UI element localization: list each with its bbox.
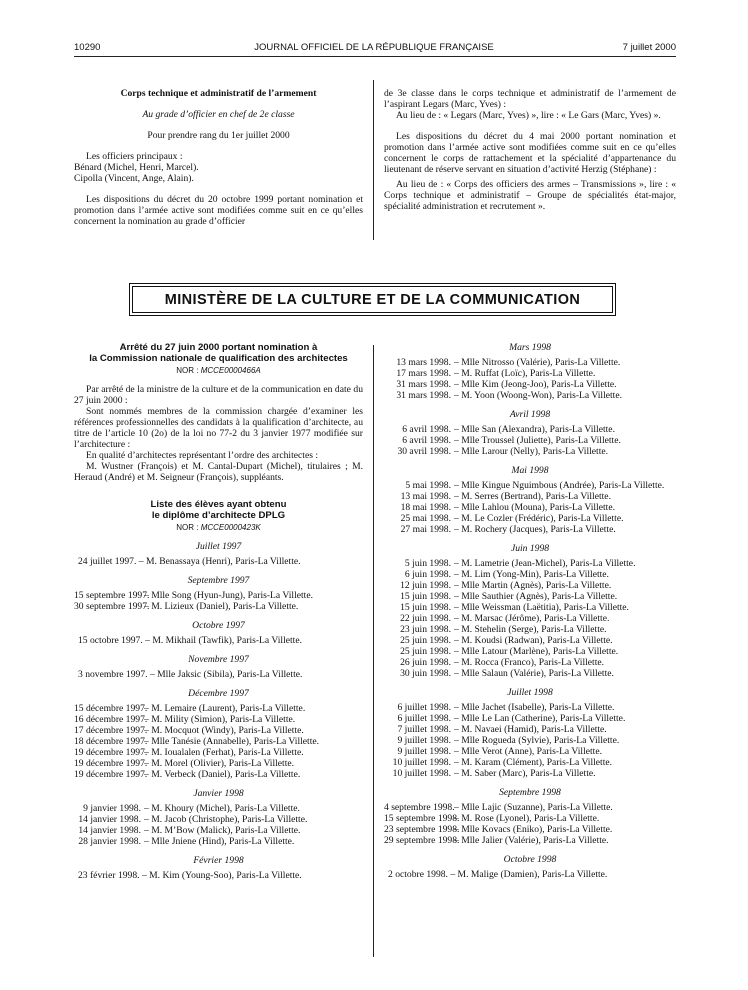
graduate-entry [384, 424, 676, 435]
graduate-entry [384, 368, 676, 379]
entry-name: – Mlle Tanésie (Annabelle), Paris-La Villette. [144, 736, 320, 747]
journal-title: JOURNAL OFFICIEL DE LA RÉPUBLIQUE FRANÇAISE [254, 42, 494, 53]
entry-date: 15 juin 1998. [400, 602, 451, 613]
graduate-entry [384, 668, 676, 679]
list-title-line1: Liste des élèves ayant obtenu [150, 499, 287, 510]
entry-date: 23 juin 1998. [400, 624, 451, 635]
entry-name: – M. Rochery (Jacques), Paris-La Villette. [454, 524, 616, 535]
entry-name: – Mlle Rogueda (Sylvie), Paris-La Villette. [454, 735, 620, 746]
graduate-entry [384, 724, 676, 735]
entry-name: – Mlle Le Lan (Catherine), Paris-La Villette. [454, 713, 626, 724]
entry-name: – M. Saber (Marc), Paris-La Villette. [454, 768, 596, 779]
graduate-entry [384, 813, 676, 824]
graduate-entry [384, 746, 676, 757]
graduate-entry [384, 635, 676, 646]
ministry-banner [129, 283, 616, 316]
entry-date: 15 septembre 1998. [384, 813, 460, 824]
month-heading: Septembre 1998 [499, 787, 561, 798]
entry-date: 17 mars 1998. [396, 368, 451, 379]
entry-date: 31 mars 1998. [396, 390, 451, 401]
entry-date: 15 décembre 1997. [74, 703, 148, 714]
entry-name: – Mlle Sauthier (Agnès), Paris-La Villette. [454, 591, 618, 602]
graduate-entry: 2 octobre 1998. – M. Malige (Damien), Paris-La Villette. [388, 869, 608, 880]
arrete-p2: Sont nommés membres de la commission chargée d’examiner les références professionnelles des candidats à la qualification d’architecte, au titre de l’article 10 (2o) de la loi no 77-2 du 3 janvier 1977 modifiée sur l’architecture : [74, 406, 363, 450]
graduate-entry [384, 491, 676, 502]
graduate-entry [384, 613, 676, 624]
right-column [384, 342, 676, 880]
graduate-entry [74, 825, 363, 836]
entry-date: 23 septembre 1998. [384, 824, 460, 835]
entry-name: – M. Morel (Olivier), Paris-La Villette. [144, 758, 295, 769]
entry-date: 6 avril 1998. [402, 424, 451, 435]
entry-name: – Mlle Lahlou (Mouna), Paris-La Villette. [454, 502, 615, 513]
graduate-entry [384, 835, 676, 846]
graduate-entry [384, 513, 676, 524]
entry-date: 7 juillet 1998. [397, 724, 451, 735]
left-column [74, 342, 363, 881]
entry-date: 26 juin 1998. [400, 657, 451, 668]
armement-section [74, 88, 363, 227]
entry-name: – M. Lim (Yong-Min), Paris-La Villette. [454, 569, 609, 580]
graduate-entry [384, 357, 676, 368]
grade-line: Au grade d’officier en chef de 2e classe [142, 109, 295, 120]
entry-date: 27 mai 1998. [400, 524, 451, 535]
continuation-p1: de 3e classe dans le corps technique et administratif de l’armement de l’aspirant Legars (Marc, Yves) : [384, 88, 676, 110]
entry-name: – Mlle Kovacs (Eniko), Paris-La Villette. [454, 824, 613, 835]
entry-date: 30 juin 1998. [400, 668, 451, 679]
entry-date: 13 mai 1998. [400, 491, 451, 502]
graduate-entry: 24 juillet 1997. – M. Benassaya (Henri), Paris-La Villette. [78, 556, 301, 567]
header-rule [74, 56, 676, 57]
entry-name: – Mlle Nitrosso (Valérie), Paris-La Villette. [454, 357, 621, 368]
page-number: 10290 [74, 42, 101, 53]
graduate-entry [74, 601, 363, 612]
entry-date: 25 mai 1998. [400, 513, 451, 524]
graduate-entry [384, 624, 676, 635]
graduate-entry [384, 591, 676, 602]
graduate-entry [74, 736, 363, 747]
graduate-entry [74, 803, 363, 814]
month-heading: Février 1998 [193, 855, 244, 866]
entry-name: – Mlle Kim (Jeong-Joo), Paris-La Villette. [454, 379, 617, 390]
entry-date: 31 mars 1998. [396, 379, 451, 390]
entry-date: 18 décembre 1997. [74, 736, 148, 747]
graduate-entry [384, 379, 676, 390]
entry-name: – M. Serres (Bertrand), Paris-La Villette. [454, 491, 611, 502]
entry-date: 19 décembre 1997. [74, 747, 148, 758]
entry-name: – Mlle Latour (Marlène), Paris-La Villette. [454, 646, 619, 657]
issue-date: 7 juillet 2000 [622, 42, 676, 53]
armement-continuation [384, 88, 676, 212]
graduate-entry [74, 590, 363, 601]
column-rule-top [373, 80, 374, 240]
month-heading: Novembre 1997 [188, 654, 249, 665]
graduate-entry [384, 502, 676, 513]
entry-date: 9 juillet 1998. [397, 746, 451, 757]
arrete-p3: En qualité d’architectes représentant l’ordre des architectes : [86, 450, 319, 461]
entry-date: 6 juillet 1998. [397, 713, 451, 724]
graduate-entry [74, 758, 363, 769]
graduate-entry [384, 702, 676, 713]
entry-name: – M. Koudsi (Radwan), Paris-La Villette. [454, 635, 613, 646]
entry-name: – Mlle Larour (Nelly), Paris-La Villette. [454, 446, 609, 457]
entry-date: 16 décembre 1997. [74, 714, 148, 725]
arrete-p4: M. Wustner (François) et M. Cantal-Dupart (Michel), titulaires ; M. Heraud (André) et M. Seigneur (François), suppléants. [74, 461, 363, 483]
entry-name: – M. Lametrie (Jean-Michel), Paris-La Villette. [454, 558, 636, 569]
month-heading: Septembre 1997 [187, 575, 250, 586]
graduate-entry [74, 814, 363, 825]
month-heading: Octobre 1997 [192, 620, 245, 631]
graduate-entry [74, 725, 363, 736]
entry-date: 14 janvier 1998. [78, 814, 141, 825]
graduate-entry [384, 580, 676, 591]
arrete-title-line2: la Commission nationale de qualification des architectes [89, 353, 348, 364]
month-heading: Décembre 1997 [188, 688, 249, 699]
entry-name: – Mlle Jniene (Hind), Paris-La Villette. [144, 836, 295, 847]
month-heading: Juin 1998 [510, 543, 550, 554]
entry-date: 30 septembre 1997. [74, 601, 150, 612]
graduate-entry [384, 558, 676, 569]
entry-date: 10 juillet 1998. [392, 757, 451, 768]
entry-date: 15 septembre 1997. [74, 590, 150, 601]
entry-name: – M. Khoury (Michel), Paris-La Villette. [144, 803, 300, 814]
entry-date: 22 juin 1998. [400, 613, 451, 624]
entry-date: 9 janvier 1998. [83, 803, 141, 814]
continuation-p4: Au lieu de : « Corps des officiers des armes – Transmissions », lire : « Corps technique et administratif – Groupe de spécialités état-major, spécialité administration et recrutement ». [384, 179, 676, 212]
entry-name: – Mlle Lajic (Suzanne), Paris-La Villette. [454, 802, 613, 813]
entry-name: – M. Le Cozler (Frédéric), Paris-La Villette. [454, 513, 624, 524]
entry-date: 15 juin 1998. [400, 591, 451, 602]
graduate-entry: 15 octobre 1997. – M. Mikhail (Tawfik), Paris-La Villette. [78, 635, 302, 646]
entry-date: 6 juin 1998. [404, 569, 451, 580]
entry-name: – M. Mility (Simion), Paris-La Villette. [144, 714, 296, 725]
graduate-entry [384, 524, 676, 535]
entry-name: – M. Verbeck (Daniel), Paris-La Villette. [144, 769, 301, 780]
entry-name: – M. Yoon (Woong-Won), Paris-La Villette. [454, 390, 622, 401]
entry-name: – Mlle Kingue Nguimbous (Andrée), Paris-La Villette. [454, 480, 665, 491]
entry-name: – M. Stehelin (Serge), Paris-La Villette. [454, 624, 607, 635]
entry-date: 6 avril 1998. [402, 435, 451, 446]
arrete-p1: Par arrêté de la ministre de la culture et de la communication en date du 27 juin 2000 : [74, 384, 363, 406]
entry-name: – Mlle Song (Hyun-Jung), Paris-La Villette. [144, 590, 313, 601]
graduate-entry [74, 703, 363, 714]
entry-name: – M. Lizieux (Daniel), Paris-La Villette. [144, 601, 299, 612]
entry-date: 6 juillet 1998. [397, 702, 451, 713]
entry-name: – M. Rocca (Franco), Paris-La Villette. [454, 657, 605, 668]
entry-date: 25 juin 1998. [400, 646, 451, 657]
entry-name: – M. Navaei (Hamid), Paris-La Villette. [454, 724, 607, 735]
arrete-title-line1: Arrêté du 27 juin 2000 portant nomination à [119, 342, 318, 353]
entry-date: 12 juin 1998. [400, 580, 451, 591]
list-title-line2: le diplôme d’architecte DPLG [151, 510, 286, 521]
graduate-entry [384, 824, 676, 835]
entry-date: 30 avril 1998. [397, 446, 451, 457]
month-list-right [384, 342, 676, 880]
entry-name: – M. Mocquot (Windy), Paris-La Villette. [144, 725, 304, 736]
rank-line: Pour prendre rang du 1er juillet 2000 [147, 130, 290, 141]
month-heading: Juillet 1997 [195, 541, 242, 552]
entry-name: – M. Karam (Clément), Paris-La Villette. [454, 757, 613, 768]
column-rule [373, 345, 374, 957]
graduate-entry [74, 769, 363, 780]
graduate-entry [74, 747, 363, 758]
graduate-entry [384, 713, 676, 724]
entry-date: 29 septembre 1998. [384, 835, 460, 846]
entry-name: – M. Jacob (Christophe), Paris-La Villette. [144, 814, 308, 825]
graduate-entry [384, 435, 676, 446]
continuation-p2: Au lieu de : « Legars (Marc, Yves) », lire : « Le Gars (Marc, Yves) ». [396, 110, 661, 121]
graduate-entry [384, 602, 676, 613]
graduate-entry: 3 novembre 1997. – Mlle Jaksic (Sibila), Paris-La Villette. [78, 669, 303, 680]
armement-paragraph: Les dispositions du décret du 20 octobre 1999 portant nomination et promotion dans l’armée active sont modifiées comme suit en ce qu’elles concernent la nomination au grade d’officier [74, 194, 363, 227]
entry-name: – Mlle Jachet (Isabelle), Paris-La Villette. [454, 702, 615, 713]
graduate-entry [74, 714, 363, 725]
month-list-left [74, 541, 363, 881]
continuation-p3: Les dispositions du décret du 4 mai 2000 portant nomination et promotion dans l’armée active sont modifiées comme suit en ce qu’elles concernent le corps de rattachement et la spécialité d’appartenance du lieutenant de réserve servant en situation d’activité Herzig (Stéphane) : [384, 131, 676, 175]
entry-name: – Mlle San (Alexandra), Paris-La Villette. [454, 424, 615, 435]
armement-title: Corps technique et administratif de l’armement [120, 88, 317, 99]
entry-date: 10 juillet 1998. [392, 768, 451, 779]
month-heading: Juillet 1998 [507, 687, 553, 698]
entry-date: 9 juillet 1998. [397, 735, 451, 746]
entry-date: 14 janvier 1998. [78, 825, 141, 836]
entry-date: 25 juin 1998. [400, 635, 451, 646]
entry-name: – Mlle Jalier (Valérie), Paris-La Villette. [454, 835, 609, 846]
entry-date: 28 janvier 1998. [78, 836, 141, 847]
graduate-entry: 23 février 1998. – M. Kim (Young-Soo), Paris-La Villette. [78, 870, 302, 881]
entry-date: 5 mai 1998. [405, 480, 451, 491]
entry-name: – M. Ioualalen (Ferhat), Paris-La Villette. [144, 747, 304, 758]
entry-name: – M. Ruffat (Loïc), Paris-La Villette. [454, 368, 596, 379]
entry-date: 4 septembre 1998. [384, 802, 455, 813]
month-heading: Mai 1998 [511, 465, 549, 476]
graduate-entry [384, 757, 676, 768]
officer-1: Bénard (Michel, Henri, Marcel). [74, 162, 199, 173]
graduate-entry [384, 768, 676, 779]
arrete-nor: NOR : MCCE0000466A [176, 366, 261, 375]
graduate-entry [384, 802, 676, 813]
ministry-title: MINISTÈRE DE LA CULTURE ET DE LA COMMUNICATION [164, 291, 581, 308]
entry-name: – Mlle Weissman (Laëtitia), Paris-La Villette. [454, 602, 629, 613]
entry-date: 13 mars 1998. [396, 357, 451, 368]
graduate-entry [384, 480, 676, 491]
graduate-entry [384, 569, 676, 580]
entry-date: 19 décembre 1997. [74, 758, 148, 769]
month-heading: Mars 1998 [509, 342, 551, 353]
entry-name: – Mlle Martin (Agnès), Paris-La Villette. [454, 580, 612, 591]
entry-date: 5 juin 1998. [404, 558, 451, 569]
month-heading: Janvier 1998 [193, 788, 244, 799]
officers-label: Les officiers principaux : [86, 151, 183, 162]
entry-name: – Mlle Verot (Anne), Paris-La Villette. [454, 746, 603, 757]
entry-date: 17 décembre 1997. [74, 725, 148, 736]
entry-name: – M. Lemaire (Laurent), Paris-La Villette. [144, 703, 306, 714]
graduate-entry [384, 657, 676, 668]
entry-name: – Mlle Troussel (Juliette), Paris-La Villette. [454, 435, 621, 446]
entry-name: – Mlle Salaun (Valérie), Paris-La Villette. [454, 668, 614, 679]
graduate-entry [384, 646, 676, 657]
entry-name: – M. Marsac (Jérôme), Paris-La Villette. [454, 613, 610, 624]
officer-2: Cipolla (Vincent, Ange, Alain). [74, 173, 194, 184]
entry-date: 19 décembre 1997. [74, 769, 148, 780]
list-nor: NOR : MCCE0000423K [176, 523, 261, 532]
entry-name: – M. Rose (Lyonel), Paris-La Villette. [454, 813, 600, 824]
graduate-entry [384, 446, 676, 457]
graduate-entry [74, 836, 363, 847]
entry-date: 18 mai 1998. [400, 502, 451, 513]
month-heading: Avril 1998 [509, 409, 551, 420]
graduate-entry [384, 735, 676, 746]
graduate-entry [384, 390, 676, 401]
entry-name: – M. M’Bow (Malick), Paris-La Villette. [144, 825, 301, 836]
month-heading: Octobre 1998 [503, 854, 557, 865]
